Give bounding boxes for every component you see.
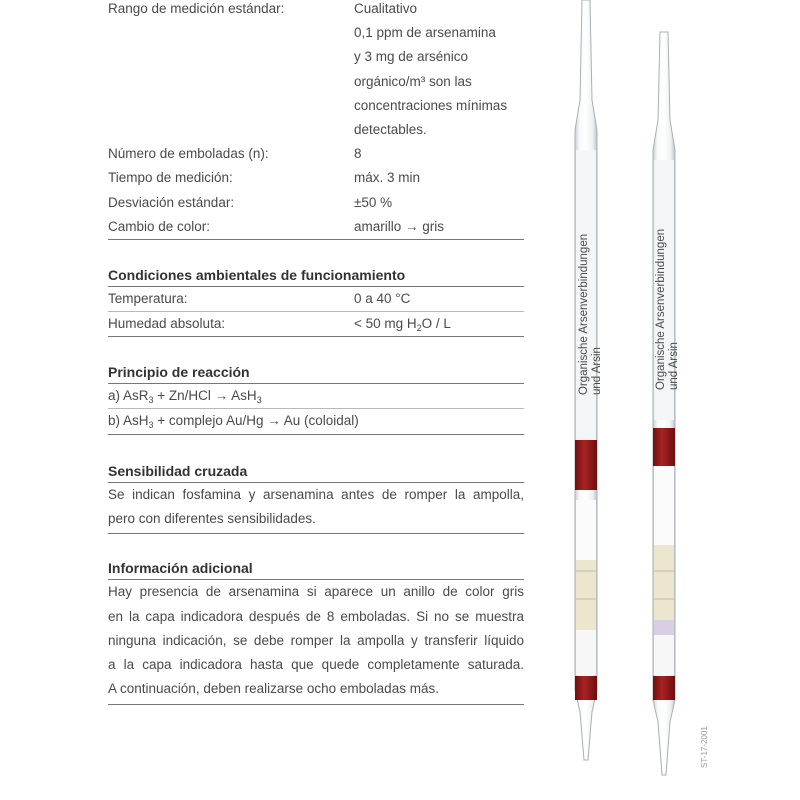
- red-band: [575, 440, 597, 490]
- additional-info-section: [108, 557, 524, 704]
- spec-row-range-cont: [108, 45, 524, 69]
- reaction-section: [108, 361, 524, 434]
- cross-sensitivity-section: [108, 460, 524, 535]
- spec-value: y 3 mg de arsénico: [354, 49, 469, 65]
- reaction-text: b) AsH$_3$ + complejo Au/Hg → Au (coloidal): [108, 413, 359, 431]
- spec-row-range-cont: [108, 21, 524, 45]
- specs-table: [108, 0, 524, 240]
- reaction-line-a: [108, 384, 524, 409]
- spec-row-range-cont: [108, 94, 524, 118]
- text-line: ninguna indicación, se debe romper la ampolla y transferir líquido: [108, 632, 524, 648]
- tube-label: und Arsin: [591, 347, 603, 395]
- divider: [108, 239, 524, 240]
- spec-label: Cambio de color:: [108, 218, 211, 234]
- text-line: A continuación, deben realizarse ocho emboladas más.: [108, 681, 439, 697]
- tube-label: Organische Arsenverbindungen: [578, 233, 590, 395]
- spec-label: Número de emboladas (n):: [108, 146, 269, 162]
- spec-value: ±50 %: [354, 194, 393, 210]
- text-line: Se indican fosfamina y arsenamina antes de romper la ampolla,: [108, 486, 524, 502]
- reaction-text: a) AsR$_3$ + Zn/HCl → AsH$_3$: [108, 388, 262, 406]
- spec-value: Cualitativo: [354, 1, 418, 16]
- section-title: Condiciones ambientales de funcionamiento: [108, 264, 524, 287]
- spec-row-color-change: [108, 215, 524, 239]
- conditions-section: [108, 264, 524, 337]
- red-band: [575, 676, 597, 700]
- figure-code: ST-17-2001: [700, 726, 709, 768]
- detector-tube-2: [653, 32, 680, 775]
- spec-row-range: [108, 0, 524, 21]
- spec-row-time: [108, 166, 524, 190]
- spec-label: Rango de medición estándar:: [108, 1, 285, 16]
- text-line: en la capa indicadora después de 8 emboladas. Si no se muestra: [108, 608, 524, 624]
- detector-tubes-image: [540, 0, 740, 790]
- spec-value: concentraciones mínimas: [354, 97, 508, 113]
- spec-value: amarillo → gris: [354, 218, 445, 234]
- spec-sheet: [108, 0, 524, 705]
- spec-label: Desviación estándar:: [108, 194, 235, 210]
- spec-row-deviation: [108, 191, 524, 215]
- section-title: Sensibilidad cruzada: [108, 460, 524, 483]
- spec-value: máx. 3 min: [354, 170, 421, 186]
- spec-row-strokes: [108, 142, 524, 166]
- condition-value: 0 a 40 °C: [354, 290, 411, 306]
- tube-label: Organische Arsenverbindungen: [655, 228, 667, 390]
- tube-label: und Arsin: [668, 342, 680, 390]
- text-line: pero con diferentes sensibilidades.: [108, 510, 316, 526]
- spec-row-range-cont: [108, 118, 524, 142]
- additional-info-text: [108, 580, 524, 704]
- reaction-line-b: [108, 409, 524, 434]
- condition-row-humidity: [108, 312, 524, 337]
- spec-label: Tiempo de medición:: [108, 170, 233, 186]
- condition-label: Temperatura:: [108, 290, 188, 306]
- text-line: a la capa indicadora hasta que quede completamente saturada.: [108, 657, 524, 673]
- spec-value: 0,1 ppm de arsenamina: [354, 25, 496, 41]
- red-band: [653, 676, 675, 700]
- condition-label: Humedad absoluta:: [108, 316, 226, 332]
- text-line: Hay presencia de arsenamina si aparece un anillo de color gris: [108, 584, 524, 600]
- spec-value: 8: [354, 146, 362, 162]
- red-band: [653, 428, 675, 466]
- spec-value: orgánico/m³ son las: [354, 73, 472, 89]
- condition-value: [354, 312, 524, 336]
- indicator-layer: [654, 545, 674, 620]
- section-title: Principio de reacción: [108, 361, 524, 384]
- section-title: Información adicional: [108, 557, 524, 580]
- humidity-value-text: < 50 mg $H_2O$ / L: [354, 316, 451, 334]
- condition-row-temperature: [108, 287, 524, 312]
- spec-row-range-cont: [108, 70, 524, 94]
- spec-value: detectables.: [354, 121, 427, 137]
- cross-sensitivity-text: [108, 483, 524, 535]
